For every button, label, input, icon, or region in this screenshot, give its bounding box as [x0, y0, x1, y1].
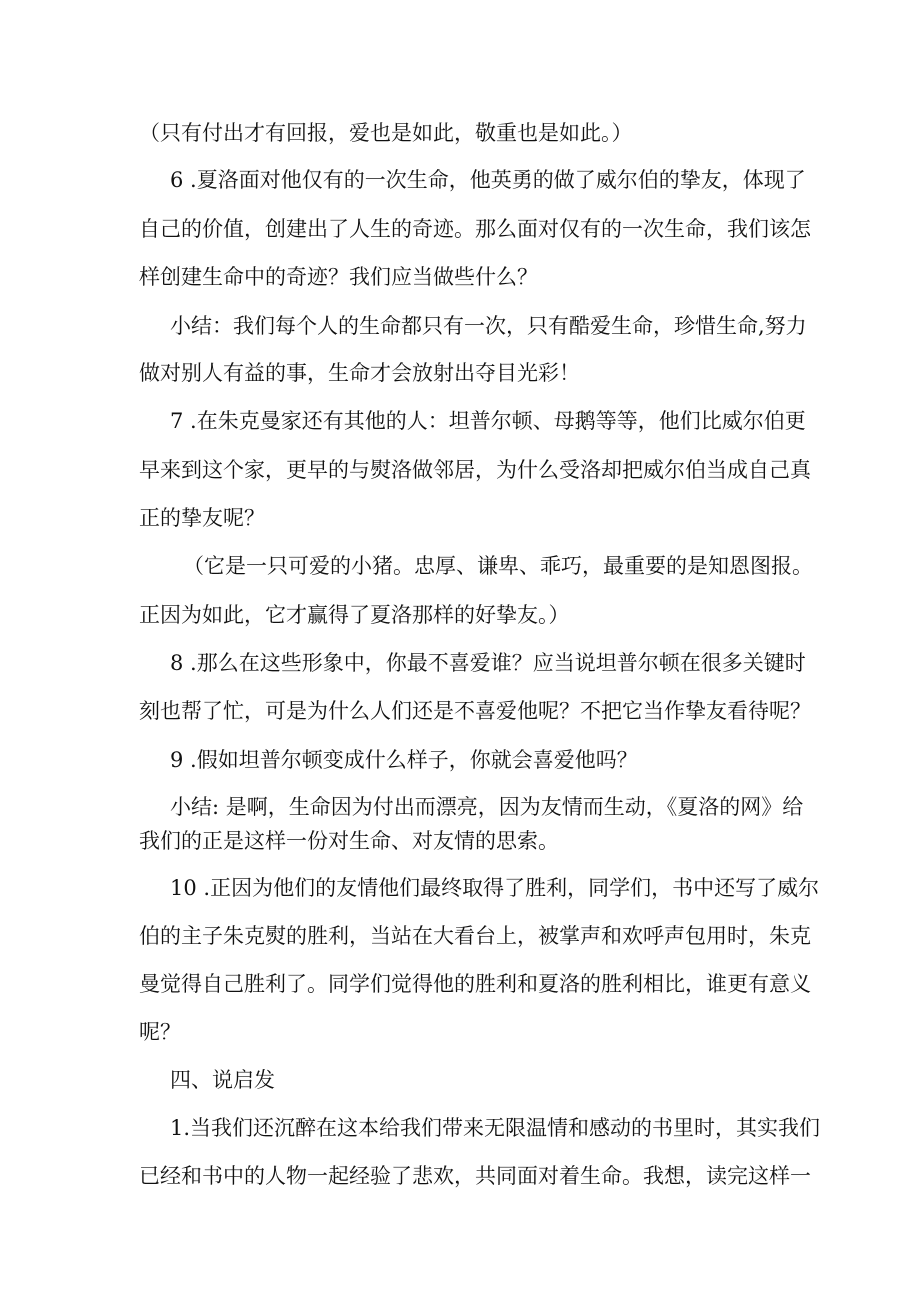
text-line-question-10-cont: 伯的主子朱克熨的胜利，当站在大看台上，被掌声和欢呼声包用时，朱克 — [139, 924, 811, 948]
text-line-summary-2: 小结: 是啊，生命因为付出而漂亮，因为友情而生动，《夏洛的网》给 — [170, 795, 804, 819]
text-line-summary-2-cont: 我们的正是这样一份对生命、对友情的思索。 — [139, 829, 559, 853]
text-line-paren-note: （只有付出才有回报，爱也是如此，敬重也是如此。） — [139, 121, 633, 145]
text-line-answer-7-cont: 正因为如此，它才赢得了夏洛那样的好挚友。） — [139, 603, 570, 627]
text-line-answer-7: （它是一只可爱的小猪。忠厚、谦卑、乖巧，最重要的是知恩图报。 — [183, 554, 813, 578]
text-line-question-8-cont: 刻也帮了忙，可是为什么人们还是不喜爱他呢？不把它当作挚友看待呢？ — [139, 699, 811, 723]
section-heading-inspiration: 四、说启发 — [170, 1068, 275, 1092]
text-line-question-10-end: 呢？ — [139, 1020, 181, 1044]
text-line-question-8: 8 .那么在这些形象中，你最不喜爱谁？应当说坦普尔顿在很多关键时 — [170, 651, 806, 675]
text-line-inspiration-1-cont: 已经和书中的人物一起经验了悲欢，共同面对着生命。我想，读完这样一 — [139, 1164, 811, 1188]
text-line-inspiration-1: 1.当我们还沉醉在这本给我们带来无限温情和感动的书里时，其实我们 — [170, 1116, 821, 1140]
text-line-question-7-cont: 早来到这个家，更早的与熨洛做邻居，为什么受洛却把威尔伯当成自己真 — [139, 458, 811, 482]
text-line-question-7: 7 .在朱克曼家还有其他的人：坦普尔顿、母鹅等等，他们比威尔伯更 — [170, 409, 806, 433]
text-line-question-10: 10 .正因为他们的友情他们最终取得了胜利，同学们，书中还写了威尔 — [170, 876, 820, 900]
text-line-question-6: 6 .夏洛面对他仅有的一次生命，他英勇的做了威尔伯的挚友，体现了 — [170, 168, 806, 192]
text-line-summary-1: 小结：我们每个人的生命都只有一次，只有酷爱生命，珍惜生命,努力 — [170, 314, 807, 338]
text-line-question-6-end: 样创建生命中的奇迹？我们应当做些什么？ — [139, 265, 538, 289]
text-line-question-7-end: 正的挚友呢？ — [139, 506, 265, 530]
text-line-summary-1-cont: 做对别人有益的事，生命才会放射出夺目光彩！ — [139, 361, 580, 385]
text-line-question-9: 9 .假如坦普尔顿变成什么样子，你就会喜爱他吗？ — [170, 748, 638, 772]
text-line-question-6-cont: 自己的价值，创建出了人生的奇迹。那么面对仅有的一次生命，我们该怎 — [139, 217, 811, 241]
text-line-question-10-cont2: 曼觉得自己胜利了。同学们觉得他的胜利和夏洛的胜利相比，谁更有意义 — [139, 972, 811, 996]
